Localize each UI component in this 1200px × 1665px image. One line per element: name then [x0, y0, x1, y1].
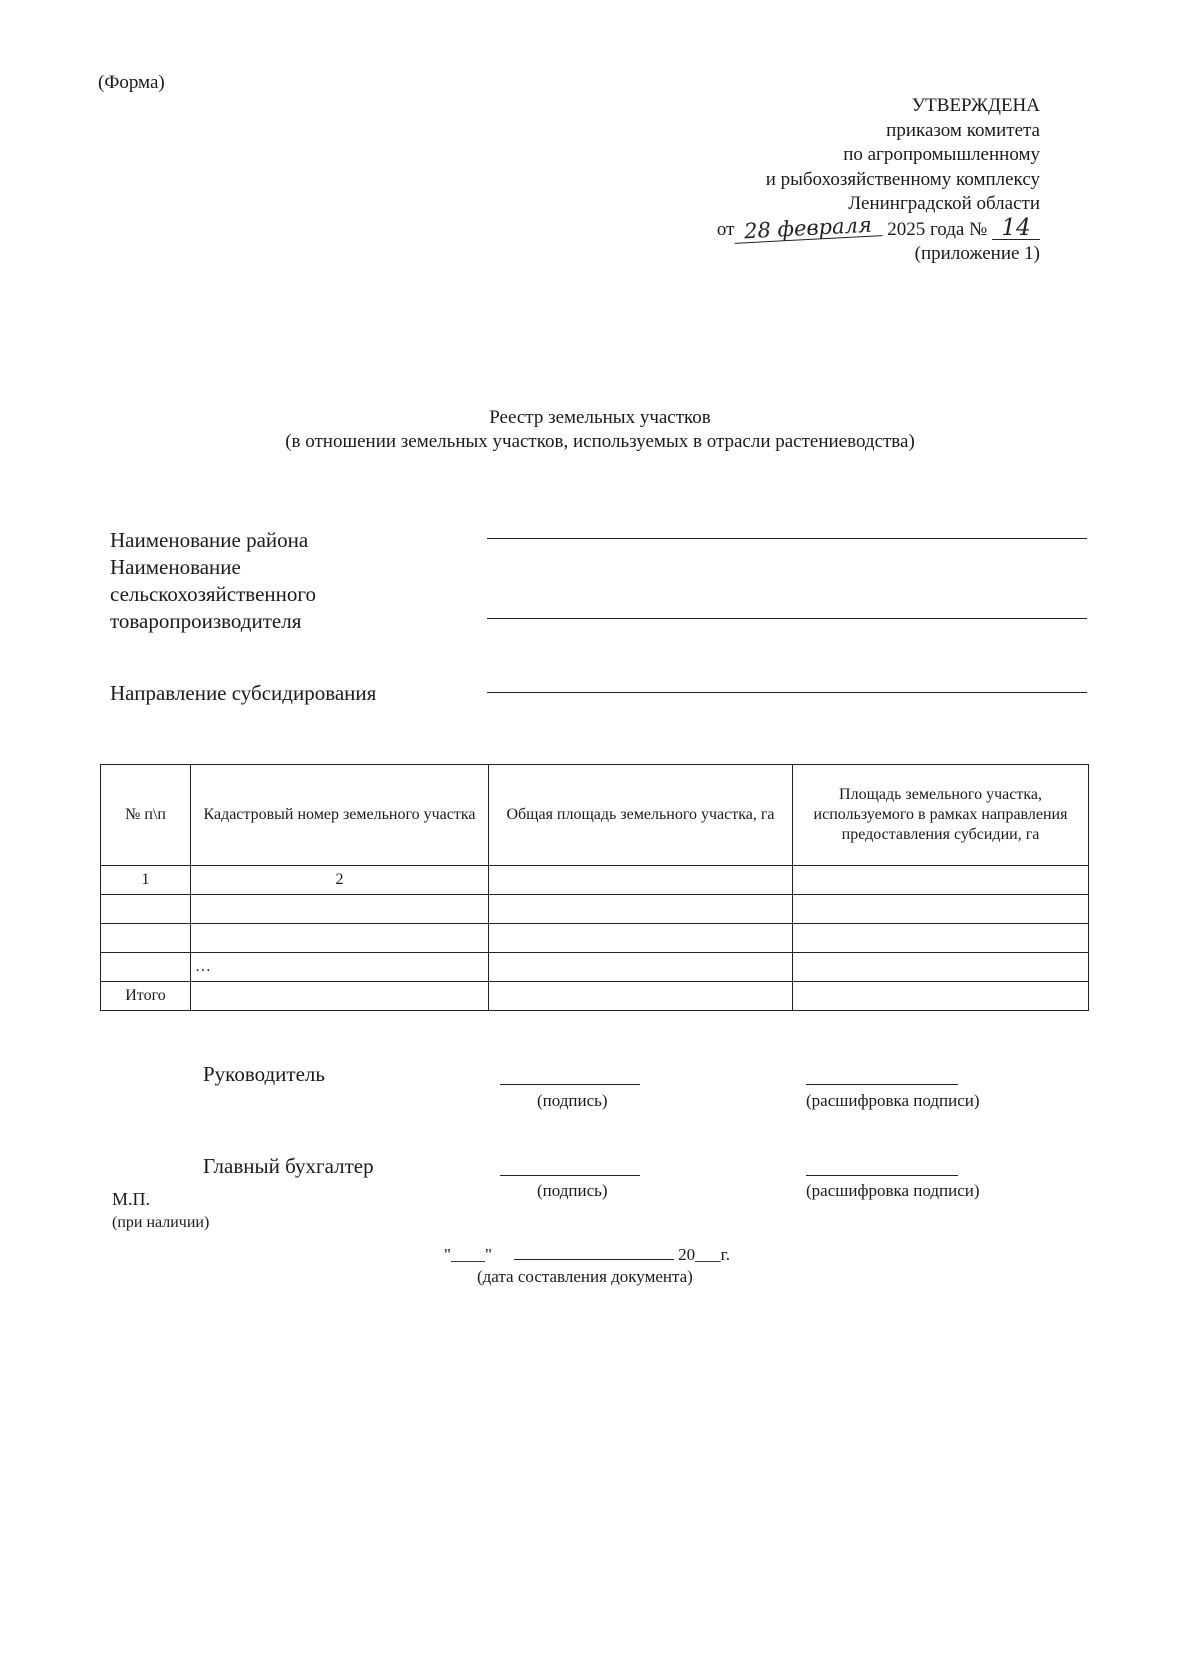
accountant-decode-line[interactable] [806, 1175, 958, 1176]
appendix-label: (приложение 1) [914, 243, 1040, 264]
header-number: № п\п [101, 765, 191, 866]
accountant-decode-caption: (расшифровка подписи) [806, 1181, 980, 1200]
table-cell[interactable] [101, 953, 191, 982]
district-field[interactable] [487, 538, 1087, 539]
registry-table [100, 764, 1089, 1011]
approval-block [717, 94, 1040, 267]
date-prefix: от [716, 218, 735, 240]
form-label: (Форма) [98, 72, 165, 93]
table-header-row [101, 765, 1089, 866]
year-text: 2025 года № [887, 218, 988, 240]
table-row [101, 953, 1089, 982]
table-row [101, 895, 1089, 924]
table-total-row [101, 982, 1089, 1011]
date-year: 20___г. [678, 1245, 730, 1264]
approval-date-line [716, 212, 1040, 243]
accountant-label: Главный бухгалтер [203, 1154, 374, 1178]
stamp-note: (при наличии) [112, 1214, 210, 1231]
table-cell[interactable] [191, 924, 489, 953]
head-decode-caption: (расшифровка подписи) [806, 1091, 980, 1110]
table-cell[interactable] [793, 982, 1089, 1011]
table-cell[interactable] [489, 895, 793, 924]
head-label: Руководитель [203, 1062, 325, 1086]
table-cell[interactable] [793, 895, 1089, 924]
table-cell[interactable] [489, 866, 793, 895]
table-cell[interactable] [101, 924, 191, 953]
table-cell[interactable]: … [191, 953, 489, 982]
table-cell: 2 [191, 866, 489, 895]
table-cell[interactable] [793, 866, 1089, 895]
date-month-line[interactable] [514, 1259, 674, 1260]
direction-label: Направление субсидирования [110, 681, 377, 705]
table-cell[interactable] [489, 924, 793, 953]
head-signature-line[interactable] [500, 1084, 640, 1085]
accountant-signature-line[interactable] [500, 1175, 640, 1176]
handwritten-date: 28 февраля [734, 213, 883, 244]
header-used-area: Площадь земельного участка, используемого в рамках направления предоставления субсидии, га [793, 765, 1089, 866]
document-title-block [0, 406, 1200, 454]
producer-field[interactable] [487, 618, 1087, 619]
approval-line: Ленинградской области [848, 193, 1040, 214]
approval-line: по агропромышленному [843, 144, 1040, 165]
table-cell[interactable] [489, 953, 793, 982]
date-line[interactable] [444, 1245, 730, 1265]
approval-title: УТВЕРЖДЕНА [911, 95, 1040, 116]
date-caption: (дата составления документа) [477, 1267, 693, 1286]
document-subtitle: (в отношении земельных участков, используемых в отрасли растениеводства) [285, 431, 915, 452]
table-cell[interactable] [793, 924, 1089, 953]
document-title: Реестр земельных участков [489, 407, 711, 428]
table-row [101, 924, 1089, 953]
producer-label-1: Наименование [110, 555, 241, 579]
header-cadastral: Кадастровый номер земельного участка [191, 765, 489, 866]
producer-label-2: сельскохозяйственного [110, 582, 316, 606]
stamp-label: М.П. [112, 1189, 151, 1209]
head-decode-line[interactable] [806, 1084, 958, 1085]
accountant-signature-caption: (подпись) [537, 1181, 608, 1200]
district-label: Наименование района [110, 528, 309, 552]
table-row [101, 866, 1089, 895]
table-cell[interactable] [191, 982, 489, 1011]
table-cell[interactable] [793, 953, 1089, 982]
approval-line: приказом комитета [886, 119, 1040, 141]
table-cell[interactable] [101, 895, 191, 924]
date-day: "____" [444, 1245, 492, 1264]
table-cell: 1 [101, 866, 191, 895]
table-cell[interactable] [191, 895, 489, 924]
direction-field[interactable] [487, 692, 1087, 693]
total-label: Итого [101, 982, 191, 1011]
approval-line: и рыбохозяйственному комплексу [765, 168, 1040, 190]
head-signature-caption: (подпись) [537, 1091, 608, 1110]
header-total-area: Общая площадь земельного участка, га [489, 765, 793, 866]
producer-label-3: товаропроизводителя [110, 609, 302, 633]
table-cell[interactable] [489, 982, 793, 1011]
handwritten-number: 14 [992, 217, 1040, 240]
